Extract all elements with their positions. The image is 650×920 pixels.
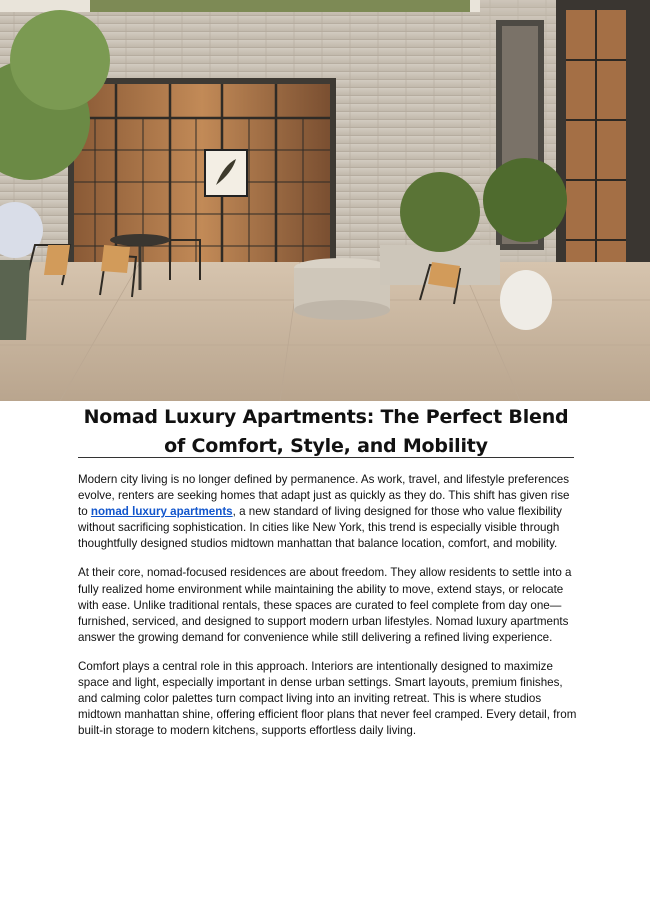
paragraph-3: Comfort plays a central role in this approach. Interiors are intentionally designed to maximize space and light, especially important in dense urban settings. Smart layouts, premium finishes, and calming color palettes turn compact living into an inviting retreat. This is where studios midtown manhattan shine, offering efficient floor plans that never feel cramped. Every detail, from built-in storage to modern kitchens, supports effortless daily living.: [78, 659, 577, 738]
courtyard-terrace-photo: [0, 0, 650, 401]
paragraph-1: [78, 472, 578, 552]
hero-image: [0, 0, 650, 401]
paragraph-1-rest: , a new standard of living designed for those who value flexibility without sacrificing sophistication. In cities like New York, this trend is especially visible through thoughtfully designed studios midtown manhattan that balance location, comfort, and mobility.: [78, 505, 562, 551]
article-title: Nomad Luxury Apartments: The Perfect Blend of Comfort, Style, and Mobility: [83, 406, 569, 457]
title-divider: [78, 457, 574, 458]
article-body: [78, 472, 578, 752]
paragraph-2: At their core, nomad-focused residences are about freedom. They allow residents to settle into a fully realized home environment while maintaining the ability to move, extend stays, or relocate with ease. Unlike traditional rentals, these spaces are curated to feel complete from day one—furnished, serviced, and designed to support modern urban lifestyles. Nomad luxury apartments answer the growing demand for convenience while still delivering a refined living experience.: [78, 566, 572, 644]
paragraph-1-intro: Modern city living is no longer defined by permanence. As work, travel, and lifestyle preferences evolve, renters are seeking homes that adapt just as quickly as they do. This shift has given rise to: [78, 473, 570, 519]
nomad-luxury-apartments-link[interactable]: nomad luxury apartments: [90, 505, 233, 519]
